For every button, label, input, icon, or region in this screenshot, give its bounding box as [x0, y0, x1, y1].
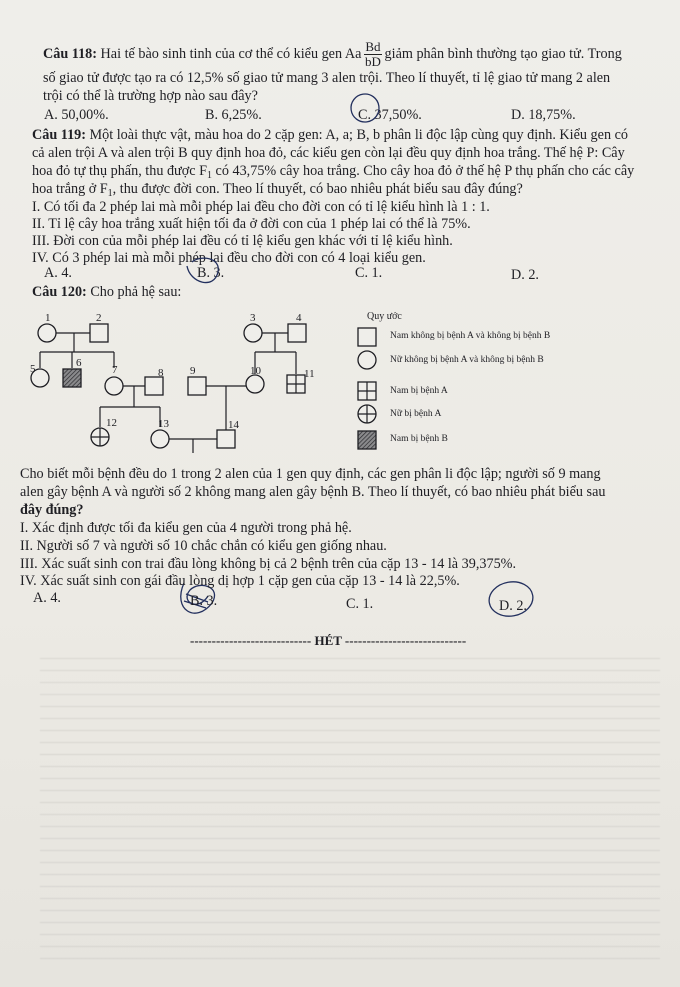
q120-intro: Cho phả hệ sau: [90, 284, 182, 300]
label-8: 8 [158, 367, 164, 379]
q119-line3b: có 43,75% cây hoa trắng. Cho cây hoa đỏ ở thế hệ P thụ phấn cho các cây [212, 163, 635, 179]
q119-statement-4: IV. Có 3 phép lai mà mỗi phép lai đều cho đời con có 4 loại kiểu gen. [32, 250, 426, 266]
label-3: 3 [250, 312, 256, 324]
q120-statement-1: I. Xác định được tối đa kiểu gen của 4 người trong phả hệ. [20, 520, 352, 536]
q120-line1: Cho biết mỗi bệnh đều do 1 trong 2 alen của 1 gen quy định, các gen phân li độc lập; người số 9 mang [20, 466, 601, 482]
q120-line2: alen gây bệnh A và người số 2 không mang alen gây bệnh B. Theo lí thuyết, có bao nhiêu phát biểu sau [20, 484, 606, 500]
q120-statement-2: II. Người số 7 và người số 10 chắc chắn có kiểu gen giống nhau. [20, 538, 387, 554]
q119-statement-1: I. Có tối đa 2 phép lai mà mỗi phép lai đều cho đời con có tỉ lệ kiểu hình là 1 : 1. [32, 199, 490, 215]
pen-circle-q118-c [349, 92, 381, 124]
person-13-female [151, 430, 169, 448]
label-7: 7 [112, 364, 118, 376]
q119-line4a: hoa trắng ở F [32, 181, 108, 197]
q119-line4b: , thu được đời con. Theo lí thuyết, có bao nhiêu phát biểu sau đây đúng? [112, 181, 523, 197]
q120-line3: đây đúng? [20, 502, 84, 518]
legend-male-normal: Nam không bị bệnh A và không bị bệnh B [390, 331, 551, 341]
q118-text-before: Hai tế bào sinh tinh của cơ thể có kiểu gen Aa [100, 45, 362, 62]
legend-male-normal-symbol [358, 328, 376, 346]
legend-male-disease-a: Nam bị bệnh A [390, 386, 448, 396]
q119-line3a: hoa đỏ tự thụ phấn, thu được F [32, 163, 207, 179]
label-5: 5 [30, 363, 36, 375]
legend-male-disease-b-symbol [358, 431, 376, 449]
label-12: 12 [106, 417, 117, 429]
label-1: 1 [45, 312, 51, 324]
label-6: 6 [76, 357, 82, 369]
label-13: 13 [158, 418, 169, 430]
legend-female-disease-a: Nữ bị bệnh A [390, 409, 442, 419]
q119-line2: cả alen trội A và alen trội B quy định hoa đỏ, các kiểu gen còn lại đều quy định hoa trắng. Thế hệ P: Cây [32, 145, 625, 161]
legend-male-disease-b: Nam bị bệnh B [390, 434, 448, 444]
q119-option-c: C. 1. [355, 265, 383, 281]
q118-option-a: A. 50,00%. [44, 107, 109, 123]
q120-option-b: B. 3. [190, 593, 218, 609]
q118-option-b: B. 6,25%. [205, 107, 262, 123]
q119-statement-2: II. Tỉ lệ cây hoa trắng xuất hiện tối đa ở đời con của 1 phép lai có thể là 75%. [32, 216, 471, 232]
q118-option-c: C. 37,50%. [358, 107, 422, 123]
end-marker: ---------------------------- HÉT ---------------------------- [190, 633, 467, 648]
label-14: 14 [228, 419, 239, 431]
person-3-female [244, 324, 262, 342]
label-4: 4 [296, 312, 302, 324]
person-7-female [105, 377, 123, 395]
q118-label: Câu 118: [43, 45, 97, 62]
q120-option-a: A. 4. [33, 590, 61, 606]
q120-statement-3: III. Xác suất sinh con trai đầu lòng không bị cả 2 bệnh trên của cặp 13 - 14 là 39,375%. [20, 556, 517, 572]
person-10-female [246, 375, 264, 393]
pen-circle-q119-b [187, 258, 218, 282]
label-10: 10 [250, 365, 261, 377]
q119-line4-sub: 1 [107, 188, 113, 199]
q119-line3-sub: 1 [207, 170, 212, 181]
legend-female-normal-symbol [358, 351, 376, 369]
q120-option-c: C. 1. [346, 596, 374, 612]
person-8-male [145, 377, 163, 395]
legend-title: Quy ước [367, 311, 402, 322]
label-11: 11 [304, 368, 315, 380]
q120-option-d: D. 2. [499, 598, 527, 614]
q119-line1-text: Một loài thực vật, màu hoa do 2 cặp gen: A, a; B, b phân li độc lập cùng quy định. Kiểu gen có [89, 127, 628, 143]
person-14-male [217, 430, 235, 448]
q120-label: Câu 120: [32, 284, 87, 300]
q118-line2: số giao tử được tạo ra có 12,5% số giao tử mang 3 alen trội. Theo lí thuyết, tỉ lệ giao tử mang 2 alen [43, 70, 611, 86]
person-4-male [288, 324, 306, 342]
q119-option-b: B. 3. [197, 265, 225, 281]
q120-statement-4: IV. Xác suất sinh con gái đầu lòng dị hợp 1 cặp gen của cặp 13 - 14 là 22,5%. [20, 573, 460, 589]
q118-frac-num: Bd [365, 39, 381, 54]
person-6-male-disease-b [63, 369, 81, 387]
q118-option-d: D. 18,75%. [511, 107, 576, 123]
q119-option-d: D. 2. [511, 267, 539, 283]
person-2-male [90, 324, 108, 342]
q119-statement-3: III. Đời con của mỗi phép lai đều có tỉ lệ kiểu gen khác với tỉ lệ kiểu hình. [32, 233, 453, 249]
q119-option-a: A. 4. [44, 265, 72, 281]
q119-label: Câu 119: [32, 127, 86, 143]
label-2: 2 [96, 312, 102, 324]
q118-frac-den: bD [365, 54, 381, 69]
legend-female-normal: Nữ không bị bệnh A và không bị bệnh B [390, 355, 544, 365]
q118-text-after: giảm phân bình thường tạo giao tử. Trong [384, 45, 622, 62]
person-9-male [188, 377, 206, 395]
q118-line3: trội có thể là trường hợp nào sau đây? [43, 88, 258, 104]
person-1-female [38, 324, 56, 342]
label-9: 9 [190, 365, 196, 377]
